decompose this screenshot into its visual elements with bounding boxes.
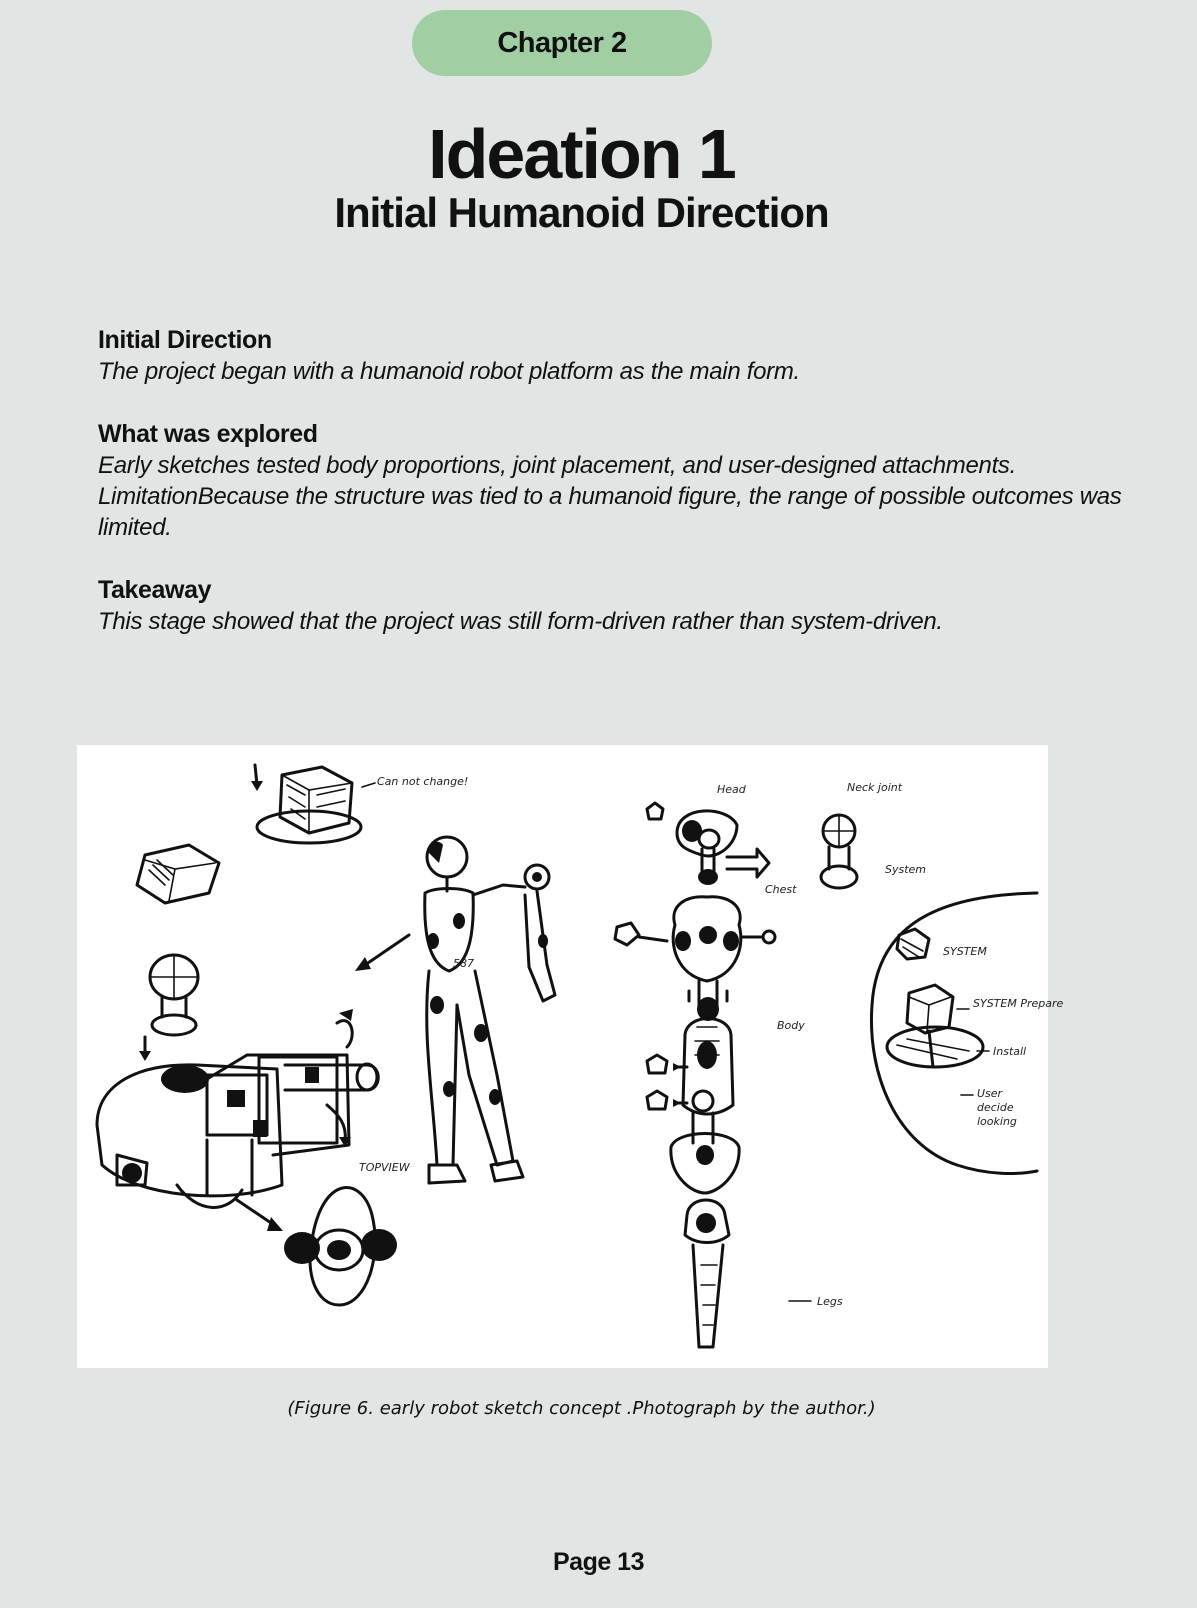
label-head: Head [717, 783, 746, 796]
section-initial-direction [98, 324, 1138, 387]
section-heading: What was explored [98, 420, 318, 448]
humanoid-figure-sketch [425, 837, 555, 1183]
label-system2: SYSTEM [943, 945, 987, 958]
topview-part-sketch [237, 1188, 397, 1305]
hex-module-sketch [251, 765, 361, 843]
torso-module-sketch [97, 1055, 378, 1207]
page-subtitle: Initial Humanoid Direction [334, 189, 829, 236]
joint-sketch-left [150, 955, 198, 1035]
label-user: User [977, 1087, 1003, 1100]
label-neck: Neck joint [847, 781, 903, 794]
label-topview: TOPVIEW [359, 1161, 410, 1174]
sketch-figure [77, 745, 1064, 1368]
label-system-prepare: SYSTEM Prepare [973, 997, 1064, 1010]
section-body: Early sketches tested body proportions, joint placement, and user-designed attachments. LimitationBecause the structure was tied to a humanoid figure, the range of possible outcomes was limited. [98, 452, 1122, 541]
label-chest: Chest [765, 883, 797, 896]
label-body: Body [777, 1019, 805, 1032]
exploded-parts-sketch [615, 803, 775, 1347]
label-top: Can not change! [377, 775, 469, 788]
label-system1: System [885, 863, 927, 876]
label-looking: looking [977, 1115, 1017, 1128]
section-takeaway [98, 574, 1138, 637]
label-install: Install [993, 1045, 1027, 1058]
hex-small-sketch [137, 845, 219, 903]
label-legs: Legs [817, 1295, 843, 1308]
section-body: The project began with a humanoid robot platform as the main form. [98, 358, 800, 385]
label-chest-num: 587 [453, 957, 474, 970]
label-decide: decide [977, 1101, 1014, 1114]
section-heading: Initial Direction [98, 326, 272, 354]
figure-caption: (Figure 6. early robot sketch concept .Photograph by the author.) [287, 1398, 876, 1419]
page-title: Ideation 1 [428, 115, 735, 193]
section-heading: Takeaway [98, 576, 212, 604]
section-what-was-explored [98, 418, 1138, 543]
page-number: Page 13 [552, 1548, 644, 1576]
robot-sketch-illustration [77, 745, 1064, 1368]
section-body: This stage showed that the project was still form-driven rather than system-driven. [98, 608, 943, 635]
chapter-badge: Chapter 2 [412, 10, 712, 76]
neck-joint-sketch [821, 815, 857, 888]
system-panel-sketch [871, 893, 1037, 1173]
